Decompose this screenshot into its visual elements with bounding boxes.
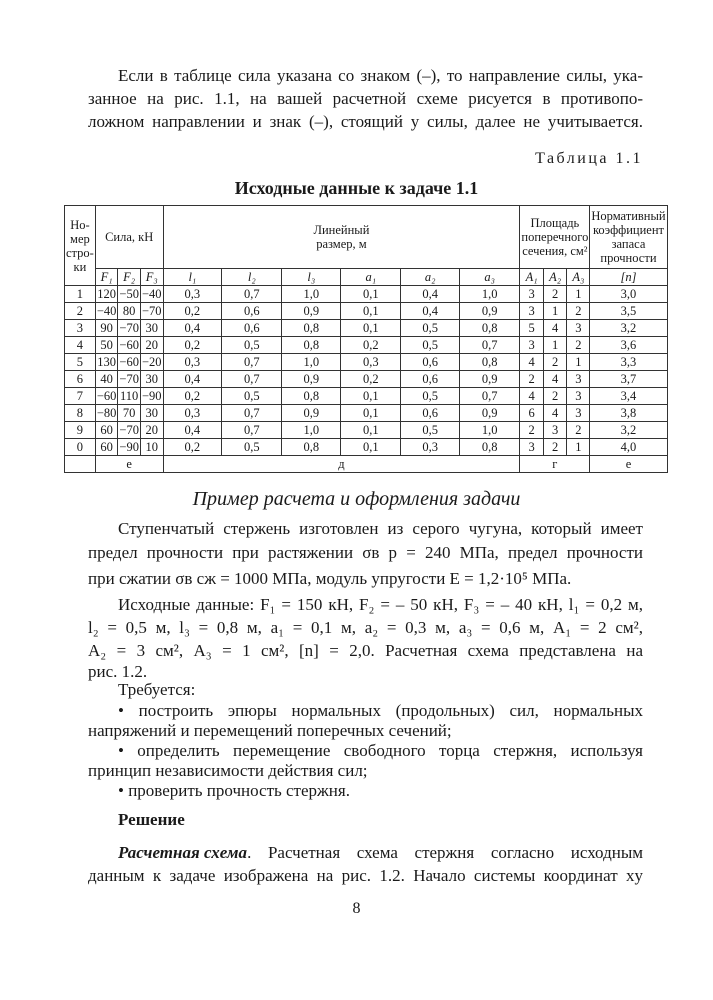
table-cell: 1 (567, 354, 590, 371)
table-cell: 0,5 (222, 388, 282, 405)
scheme-term: Расчетная схема (118, 843, 248, 862)
table-cell: 60 (95, 439, 118, 456)
table-cell: 0 (65, 439, 96, 456)
bullet-line: • определить перемещение свободного торца стержня, используя (118, 741, 643, 760)
text-line: рис. 1.2. (88, 662, 148, 681)
table-cell: 1,0 (282, 286, 341, 303)
table-cell: 3,4 (590, 388, 667, 405)
table-cell: 2 (543, 439, 566, 456)
footer-cell (65, 456, 96, 473)
required-label: Требуется: (118, 680, 196, 699)
table-cell: 0,2 (163, 337, 222, 354)
table-cell: 120 (97, 286, 116, 301)
table-cell: 4 (543, 320, 566, 337)
table-cell: 0,7 (222, 371, 282, 388)
table-cell: 50 (95, 337, 118, 354)
solution-heading: Решение (118, 810, 185, 829)
table-cell: −90 (119, 439, 139, 454)
table-cell: 30 (140, 371, 163, 388)
table-cell: −20 (141, 354, 162, 369)
subheader-cell: A₂ (543, 269, 566, 286)
table-cell: 2 (567, 337, 590, 354)
table-cell: 5 (65, 354, 96, 371)
table-cell: 3 (567, 320, 590, 337)
table-cell: 4,0 (590, 439, 667, 456)
table-cell: 0,6 (222, 320, 282, 337)
table-cell: 90 (95, 320, 118, 337)
table-cell: 110 (118, 388, 141, 405)
table-cell: 0,8 (282, 320, 341, 337)
material-paragraph (88, 517, 643, 592)
table-cell: 0,8 (282, 337, 341, 354)
table-cell: 0,9 (282, 405, 341, 422)
table-cell: 0,3 (341, 354, 401, 371)
table-cell: 1 (567, 439, 590, 456)
table-cell: 3,7 (590, 371, 667, 388)
table-cell: −70 (119, 422, 139, 437)
table-cell: 6 (520, 405, 543, 422)
example-heading: Пример расчета и оформления задачи (192, 488, 521, 510)
table-cell: 0,6 (401, 354, 460, 371)
table-cell: 1 (543, 303, 566, 320)
table-cell: 9 (65, 422, 96, 439)
table-row (65, 286, 668, 303)
table-cell: 3,5 (590, 303, 667, 320)
table-cell: 0,9 (460, 405, 520, 422)
table-cell: 0,7 (222, 405, 282, 422)
table-cell: 3,2 (590, 320, 667, 337)
table-row (65, 439, 668, 456)
bullet-line: напряжений и перемещений поперечных сечений; (88, 721, 452, 740)
table-cell: 3,2 (590, 422, 667, 439)
table-cell: 0,8 (460, 320, 520, 337)
footer-cell: е (95, 456, 163, 473)
bullet-line: • проверить прочность стержня. (118, 781, 350, 800)
table-row (65, 303, 668, 320)
table-cell: −60 (119, 337, 139, 352)
table-cell: 0,6 (401, 371, 460, 388)
table-cell: 0,1 (341, 286, 401, 303)
table-cell: 3,6 (590, 337, 667, 354)
text-line: занное на рис. 1.1, на вашей расчетной схеме рисуется в противопо- (88, 89, 643, 108)
table-cell: 3 (520, 286, 543, 303)
table-cell: 20 (140, 422, 163, 439)
text-line: A₂ = 3 см², A₃ = 1 см², [n] = 2,0. Расчетная схема представлена на (88, 641, 643, 660)
table-cell: 1 (65, 286, 96, 303)
text-line: Исходные данные: F₁ = 150 кН, F₂ = – 50 кН, F₃ = – 40 кН, l₁ = 0,2 м, (118, 595, 643, 614)
table-cell: 130 (97, 354, 116, 369)
table-cell: 1,0 (460, 422, 520, 439)
table-cell: 0,3 (163, 286, 222, 303)
table-cell: 0,5 (401, 388, 460, 405)
table-cell: 60 (95, 422, 118, 439)
table-cell: 80 (118, 303, 141, 320)
table-cell: 2 (65, 303, 96, 320)
table-cell: 4 (520, 354, 543, 371)
table-cell: 0,4 (401, 303, 460, 320)
text-line: Если в таблице сила указана со знаком (–), то направление силы, ука- (118, 66, 643, 85)
footer-cell: г (520, 456, 590, 473)
table-cell: 3 (520, 337, 543, 354)
table-title: Исходные данные к задаче 1.1 (234, 178, 479, 198)
table-cell: 0,3 (163, 354, 222, 371)
table-cell: −70 (119, 371, 139, 386)
header-linear-size: Линейный размер, м (163, 206, 520, 269)
table-cell: 10 (140, 439, 163, 456)
footer-cell: е (590, 456, 667, 473)
table-cell: 0,8 (460, 354, 520, 371)
table-cell: −70 (141, 303, 162, 318)
table-cell: −60 (96, 388, 117, 403)
table-row (65, 371, 668, 388)
table-row (65, 405, 668, 422)
table-cell: 1,0 (460, 286, 520, 303)
table-cell: 0,1 (341, 405, 401, 422)
table-cell: −40 (141, 286, 162, 301)
table-cell: 3,0 (590, 286, 667, 303)
table-cell: 0,6 (401, 405, 460, 422)
table-cell: 3 (520, 439, 543, 456)
table-cell: 3,3 (590, 354, 667, 371)
table-cell: 0,9 (460, 303, 520, 320)
subheader-cell: F₃ (140, 269, 163, 286)
bullet-line: принцип независимости действия сил; (88, 761, 368, 780)
table-cell: −90 (141, 388, 162, 403)
table-cell: 0,7 (222, 286, 282, 303)
header-safety-factor: Нормативный коэффициент запаса прочности (590, 206, 667, 269)
table-cell: 4 (543, 371, 566, 388)
table-cell: 0,3 (163, 405, 222, 422)
table-cell: 1 (543, 337, 566, 354)
table-cell: 3 (65, 320, 96, 337)
table-cell: 7 (65, 388, 96, 405)
table-cell: 3 (567, 371, 590, 388)
header-force: Сила, кН (95, 206, 163, 269)
table-cell: 0,4 (163, 320, 222, 337)
table-cell: 40 (95, 371, 118, 388)
subheader-cell: A₁ (520, 269, 543, 286)
table-cell: 0,7 (222, 354, 282, 371)
table-cell: 0,2 (163, 439, 222, 456)
table-cell: 0,7 (460, 337, 520, 354)
table-cell: 0,1 (341, 303, 401, 320)
text-line: при сжатии σв сж = 1000 МПа, модуль упругости E = 1,2·10⁵ МПа. (88, 569, 572, 588)
table-cell: 0,8 (282, 439, 341, 456)
table-cell: 0,5 (401, 320, 460, 337)
subheader-cell: a₃ (460, 269, 520, 286)
table-cell: 2 (543, 354, 566, 371)
bullet-line: • построить эпюры нормальных (продольных) сил, нормальных (118, 701, 643, 720)
table-row (65, 388, 668, 405)
table-cell: 0,4 (401, 286, 460, 303)
table-cell: 5 (520, 320, 543, 337)
table-row (65, 422, 668, 439)
table-cell: 30 (140, 405, 163, 422)
table-cell: 0,6 (222, 303, 282, 320)
table-cell: 4 (65, 337, 96, 354)
table-cell: 0,5 (401, 337, 460, 354)
table-cell: 0,7 (460, 388, 520, 405)
table-cell: 0,4 (163, 422, 222, 439)
table-cell: 2 (520, 371, 543, 388)
table-cell: 0,4 (163, 371, 222, 388)
table-cell: 3 (567, 405, 590, 422)
subheader-cell: l₂ (222, 269, 282, 286)
data-table (64, 205, 668, 473)
table-label: Таблица 1.1 (535, 150, 643, 167)
table-cell: 2 (567, 303, 590, 320)
solution-section (88, 808, 643, 887)
table-cell: 3 (543, 422, 566, 439)
subheader-cell: a₂ (401, 269, 460, 286)
scheme-line-rest: . Расчетная схема стержня согласно исходным (247, 843, 643, 862)
text-line (88, 841, 643, 864)
table-cell: 0,7 (222, 422, 282, 439)
table-cell: 0,9 (282, 371, 341, 388)
subheader-cell: l₃ (282, 269, 341, 286)
table-cell: 0,1 (341, 422, 401, 439)
table-cell: 8 (65, 405, 96, 422)
table-cell: 1,0 (282, 422, 341, 439)
requirements (88, 679, 643, 801)
table-cell: 20 (140, 337, 163, 354)
intro-paragraph (88, 64, 643, 133)
table-cell: 0,1 (341, 439, 401, 456)
table-cell: −70 (119, 320, 139, 335)
table-cell: 0,8 (460, 439, 520, 456)
text-line: предел прочности при растяжении σв р = 240 МПа, предел прочности (88, 543, 643, 562)
table-cell: 0,3 (401, 439, 460, 456)
table-cell: 2 (543, 286, 566, 303)
table-cell: 30 (140, 320, 163, 337)
table-cell: −60 (119, 354, 139, 369)
header-row-number: Но-мер стро-ки (65, 206, 96, 286)
table-cell: 0,1 (341, 320, 401, 337)
table-cell: 4 (520, 388, 543, 405)
input-data-paragraph (88, 593, 643, 682)
table-cell: −50 (119, 286, 139, 301)
table-cell: 0,9 (460, 371, 520, 388)
table-cell: 70 (118, 405, 141, 422)
subheader-cell: l₁ (163, 269, 222, 286)
table-cell: 4 (543, 405, 566, 422)
table-cell: 2 (520, 422, 543, 439)
subheader-cell: A₃ (567, 269, 590, 286)
page-number: 8 (352, 900, 361, 917)
table-cell: 0,2 (163, 388, 222, 405)
table-cell: 3 (567, 388, 590, 405)
table-cell: 0,5 (401, 422, 460, 439)
table-cell: 0,2 (341, 371, 401, 388)
table-row (65, 337, 668, 354)
table-cell: 6 (65, 371, 96, 388)
subheader-cell: F₂ (118, 269, 141, 286)
table-cell: −40 (96, 303, 117, 318)
subheader-cell: F₁ (95, 269, 118, 286)
table-cell: 1,0 (282, 354, 341, 371)
table-cell: −80 (96, 405, 117, 420)
subheader-cell: a₁ (341, 269, 401, 286)
table-cell: 0,9 (282, 303, 341, 320)
text-line: Ступенчатый стержень изготовлен из серого чугуна, который имеет (118, 519, 643, 538)
text-line: ложном направлении и знак (–), стоящий у силы, далее не учитывается. (88, 112, 643, 131)
table-cell: 0,8 (282, 388, 341, 405)
table-cell: 3 (520, 303, 543, 320)
header-area: Площадь поперечного сечения, см² (520, 206, 590, 269)
table-cell: 0,2 (163, 303, 222, 320)
table-row (65, 320, 668, 337)
table-cell: 0,2 (341, 337, 401, 354)
text-line: l₂ = 0,5 м, l₃ = 0,8 м, a₁ = 0,1 м, a₂ = 0,3 м, a₃ = 0,6 м, A₁ = 2 см², (88, 618, 643, 637)
table-cell: 0,1 (341, 388, 401, 405)
subheader-cell: [n] (590, 269, 667, 286)
footer-cell: д (163, 456, 520, 473)
table-cell: 0,5 (222, 337, 282, 354)
text-line: данным к задаче изображена на рис. 1.2. Начало системы координат xy (88, 866, 643, 885)
table-cell: 0,5 (222, 439, 282, 456)
table-row (65, 354, 668, 371)
table-cell: 3,8 (590, 405, 667, 422)
table-cell: 1 (567, 286, 590, 303)
table-cell: 2 (567, 422, 590, 439)
table-cell: 2 (543, 388, 566, 405)
